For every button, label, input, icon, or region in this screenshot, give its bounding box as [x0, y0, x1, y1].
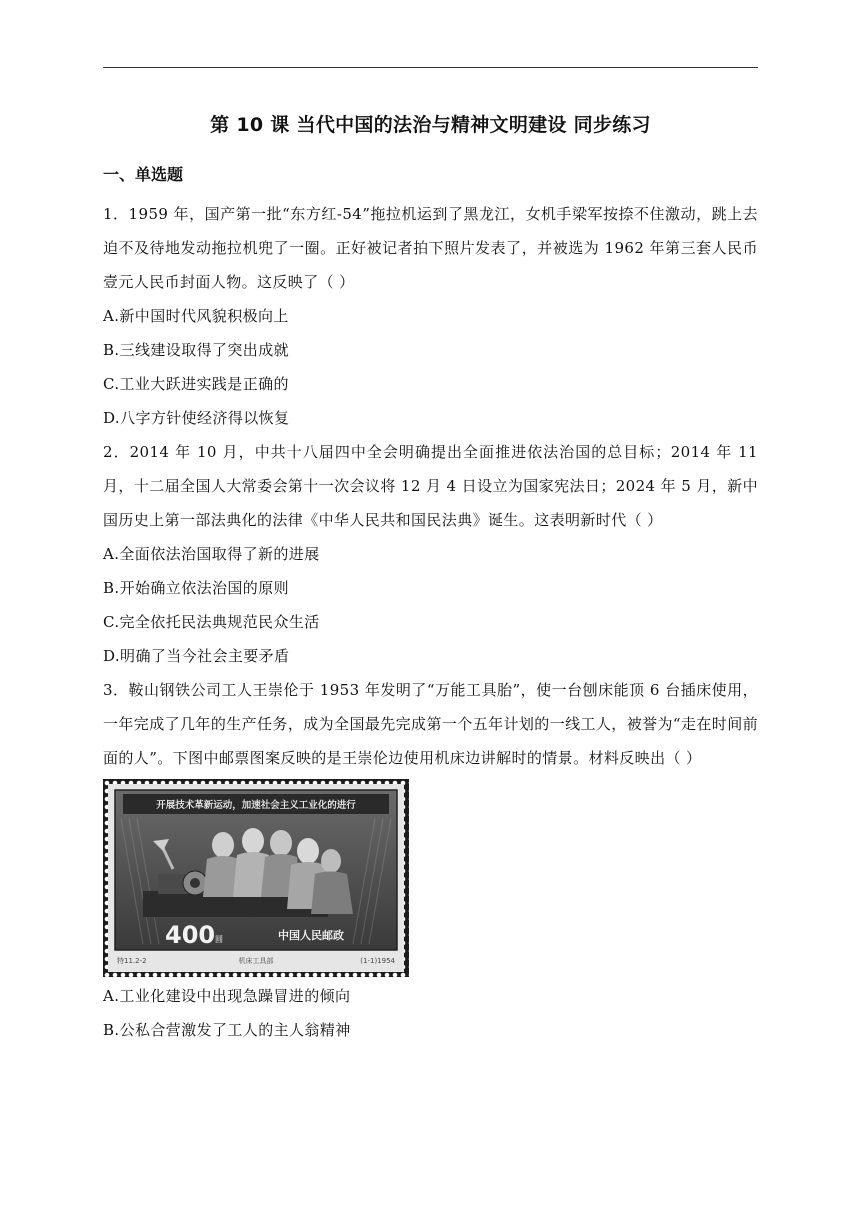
question-list — [103, 197, 758, 1047]
option-b: B.公私合营激发了工人的主人翁精神 — [103, 1021, 351, 1039]
question-stem: 2．2014 年 10 月，中共十八届四中全会明确提出全面推进依法治国的总目标；2014 年 11 月，十二届全国人大常委会第十一次会议将 12 月 4 日设立为国家宪法日；2024 年 5 月，新中国历史上第一部法典化的法律《中华人民共和国民法典》诞生。这表明新时代（ ） — [103, 443, 758, 529]
option-a: A.新中国时代风貌积极向上 — [103, 307, 289, 325]
option-d: D.明确了当今社会主要矛盾 — [103, 647, 290, 665]
option-b: B.开始确立依法治国的原则 — [103, 579, 289, 597]
option-c: C.完全依托民法典规范民众生活 — [103, 613, 320, 631]
question-stem: 1．1959 年，国产第一批“东方红-54”拖拉机运到了黑龙江，女机手梁军按捺不住激动，跳上去迫不及待地发动拖拉机兜了一圈。正好被记者拍下照片发表了，并被选为 1962 年第三套人民币壹元人民币封面人物。这反映了（ ） — [103, 205, 758, 291]
question-2 — [103, 435, 758, 673]
stamp-country: 中国人民邮政 — [278, 929, 344, 942]
stamp-code-left: 特11.2-2 — [117, 957, 147, 965]
option-c: C.工业大跃进实践是正确的 — [103, 375, 289, 393]
option-d: D.八字方针使经济得以恢复 — [103, 409, 290, 427]
stamp-value: 400 — [165, 921, 216, 949]
stamp-code-middle: 机床工具部 — [238, 957, 274, 965]
option-b: B.三线建设取得了突出成就 — [103, 341, 289, 359]
option-a: A.工业化建设中出现急躁冒进的倾向 — [103, 987, 351, 1005]
section-heading: 一、单选题 — [103, 165, 184, 184]
stamp-currency: 圆 — [215, 935, 223, 944]
question-1 — [103, 197, 758, 435]
question-stem: 3．鞍山钢铁公司工人王崇伦于 1953 年发明了“万能工具胎”，使一台刨床能顶 6 台插床使用，一年完成了几年的生产任务，成为全国最先完成第一个五年计划的一线工人，被誉为“走在时间前面的人”。下图中邮票图案反映的是王崇伦边使用机床边讲解时的情景。材料反映出（ ） — [103, 681, 758, 767]
stamp-code-right: (1-1)1954 — [360, 957, 395, 965]
option-a: A.全面依法治国取得了新的进展 — [103, 545, 320, 563]
stamp-image — [103, 779, 758, 977]
document-title: 第 10 课 当代中国的法治与精神文明建设 同步练习 — [210, 114, 651, 136]
stamp-banner-text: 开展技术革新运动，加速社会主义工业化的进行 — [156, 800, 356, 811]
header-rule — [103, 67, 758, 68]
question-3 — [103, 673, 758, 1047]
postage-stamp — [103, 779, 409, 977]
